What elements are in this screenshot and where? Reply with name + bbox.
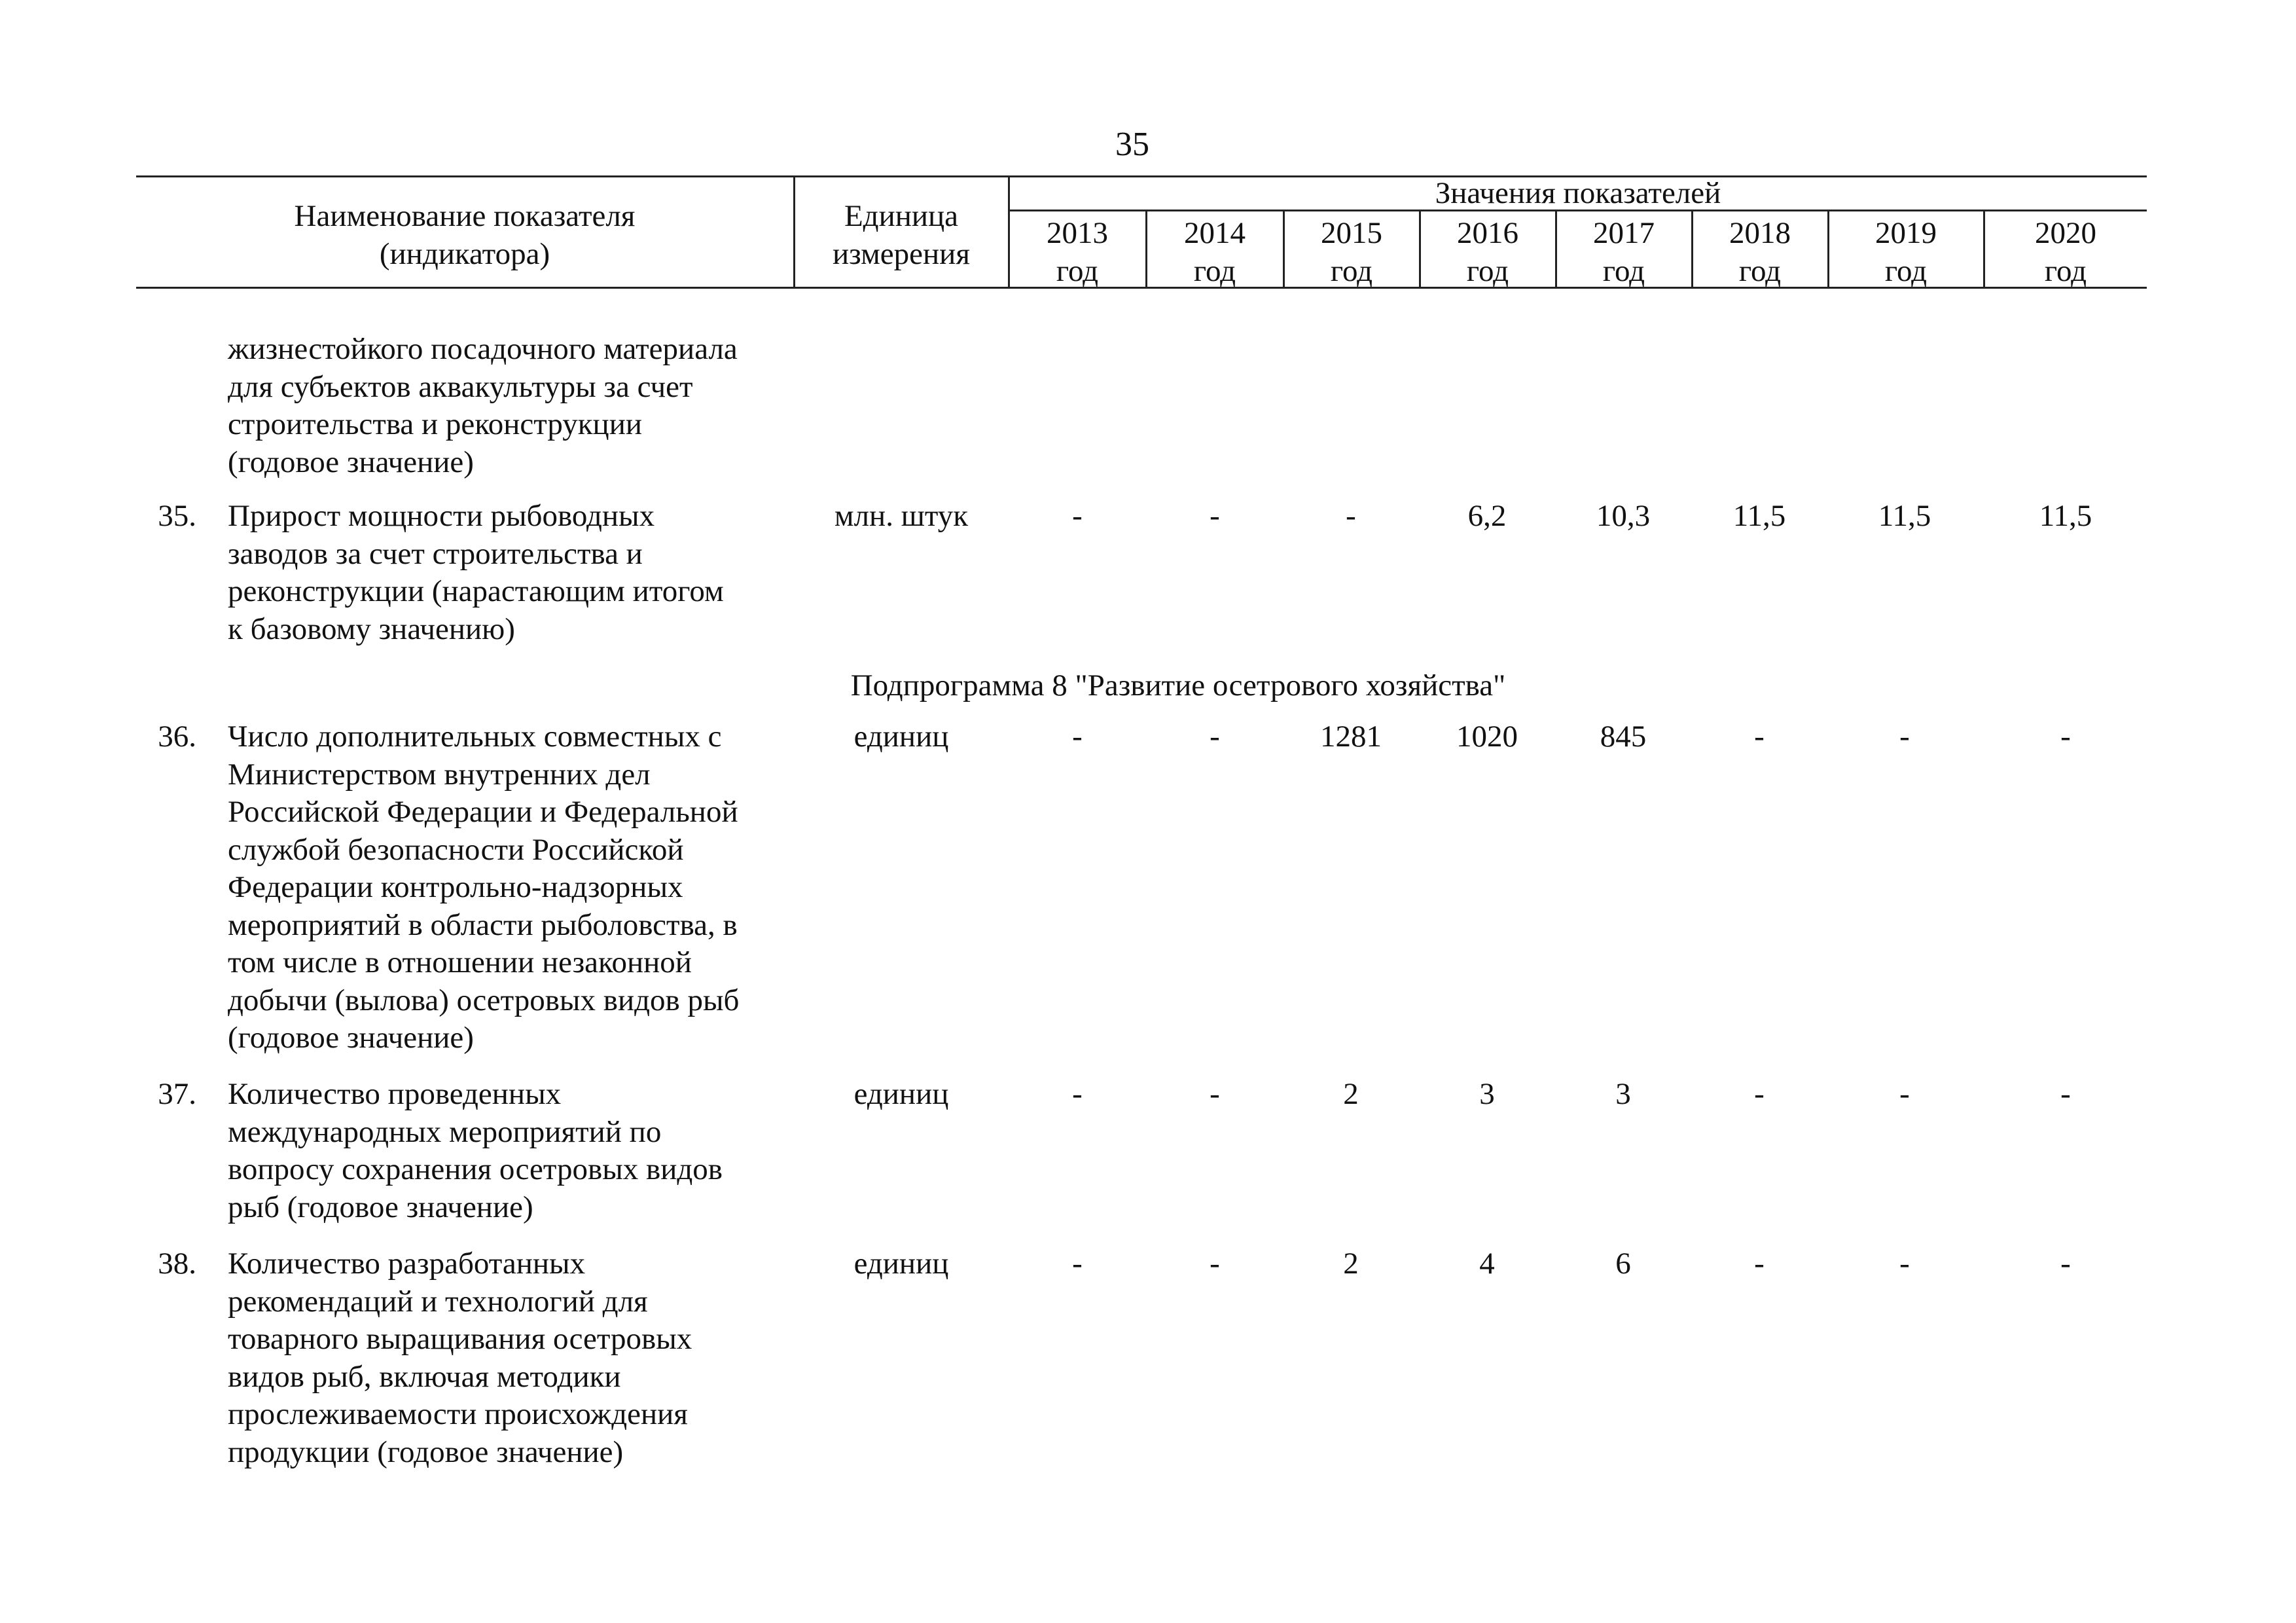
header-year-2019: 2019 год xyxy=(1875,216,1937,288)
row-38-value-2014: - xyxy=(1210,1247,1220,1281)
row-35-unit: млн. штук xyxy=(834,499,969,533)
header-year-2013: 2013 год xyxy=(1047,216,1108,288)
row-38-value-2018: - xyxy=(1754,1247,1765,1281)
row-38-value-2019: - xyxy=(1899,1247,1910,1281)
header-unit: Единица измерения xyxy=(833,199,970,271)
row-35-value-2018: 11,5 xyxy=(1732,499,1786,533)
row-36-unit: единиц xyxy=(853,720,949,754)
subprogram-heading: Подпрограмма 8 "Развитие осетрового хозяйства" xyxy=(850,668,1506,702)
row-37-unit: единиц xyxy=(853,1077,949,1111)
row-35-value-2020: 11,5 xyxy=(2039,499,2092,533)
row-36-value-2013: - xyxy=(1072,720,1083,754)
row-36-value-2018: - xyxy=(1754,720,1765,754)
row-37-value-2017: 3 xyxy=(1615,1077,1631,1111)
page-number: 35 xyxy=(1115,126,1149,163)
row-37-name: Количество проведенных международных мероприятий по вопросу сохранения осетровых видов рыб (годовое значение) xyxy=(228,1077,723,1224)
row-37-value-2016: 3 xyxy=(1479,1077,1495,1111)
row-38-value-2020: - xyxy=(2060,1247,2071,1281)
header-year-2016: 2016 год xyxy=(1457,216,1518,288)
header-year-2017: 2017 год xyxy=(1593,216,1655,288)
row-35-value-2014: - xyxy=(1210,499,1220,533)
row-38-name: Количество разработанных рекомендаций и технологий для товарного выращивания осетровых видов рыб, включая методики прослеживаемости происхождения продукции (годовое значение) xyxy=(228,1247,692,1469)
row-35-value-2016: 6,2 xyxy=(1467,499,1507,533)
row-38-number: 38. xyxy=(158,1247,196,1281)
row-36-name: Число дополнительных совместных с Министерством внутренних дел Российской Федерации и Федеральной службой безопасности Российской Федерации контрольно-надзорных мероприятий в области рыболовства, в том числе в отношении незаконной добычи (вылова) осетровых видов рыб (годовое значение) xyxy=(228,720,740,1055)
row-37-value-2018: - xyxy=(1754,1077,1765,1111)
row-37-value-2019: - xyxy=(1899,1077,1910,1111)
row-35-value-2013: - xyxy=(1072,499,1083,533)
row-38-value-2016: 4 xyxy=(1479,1247,1495,1281)
header-year-2014: 2014 год xyxy=(1184,216,1246,288)
continued-row-name: жизнестойкого посадочного материала для субъектов аквакультуры за счет строительства и реконструкции (годовое значение) xyxy=(228,332,738,479)
row-37-value-2013: - xyxy=(1072,1077,1083,1111)
row-35-value-2019: 11,5 xyxy=(1878,499,1931,533)
header-year-2018: 2018 год xyxy=(1729,216,1791,288)
row-37-value-2014: - xyxy=(1210,1077,1220,1111)
row-36-number: 36. xyxy=(158,720,196,754)
row-38-value-2015: 2 xyxy=(1343,1247,1359,1281)
row-35-value-2017: 10,3 xyxy=(1596,499,1651,533)
header-values-group: Значения показателей xyxy=(1435,176,1721,210)
row-36-value-2020: - xyxy=(2060,720,2071,754)
row-38-unit: единиц xyxy=(853,1247,949,1281)
row-36-value-2016: 1020 xyxy=(1456,720,1518,754)
row-37-number: 37. xyxy=(158,1077,196,1111)
row-36-value-2015: 1281 xyxy=(1320,720,1382,754)
row-35-name: Прирост мощности рыбоводных заводов за счет строительства и реконструкции (нарастающим итогом к базовому значению) xyxy=(228,499,724,646)
row-37-value-2015: 2 xyxy=(1343,1077,1359,1111)
row-35-number: 35. xyxy=(158,499,196,533)
row-36-value-2017: 845 xyxy=(1600,720,1647,754)
row-36-value-2019: - xyxy=(1899,720,1910,754)
row-37-value-2020: - xyxy=(2060,1077,2071,1111)
row-35-value-2015: - xyxy=(1346,499,1356,533)
row-36-value-2014: - xyxy=(1210,720,1220,754)
row-38-value-2017: 6 xyxy=(1615,1247,1631,1281)
row-38-value-2013: - xyxy=(1072,1247,1083,1281)
header-year-2020: 2020 год xyxy=(2035,216,2096,288)
header-indicator-name: Наименование показателя (индикатора) xyxy=(294,199,636,271)
header-year-2015: 2015 год xyxy=(1321,216,1382,288)
